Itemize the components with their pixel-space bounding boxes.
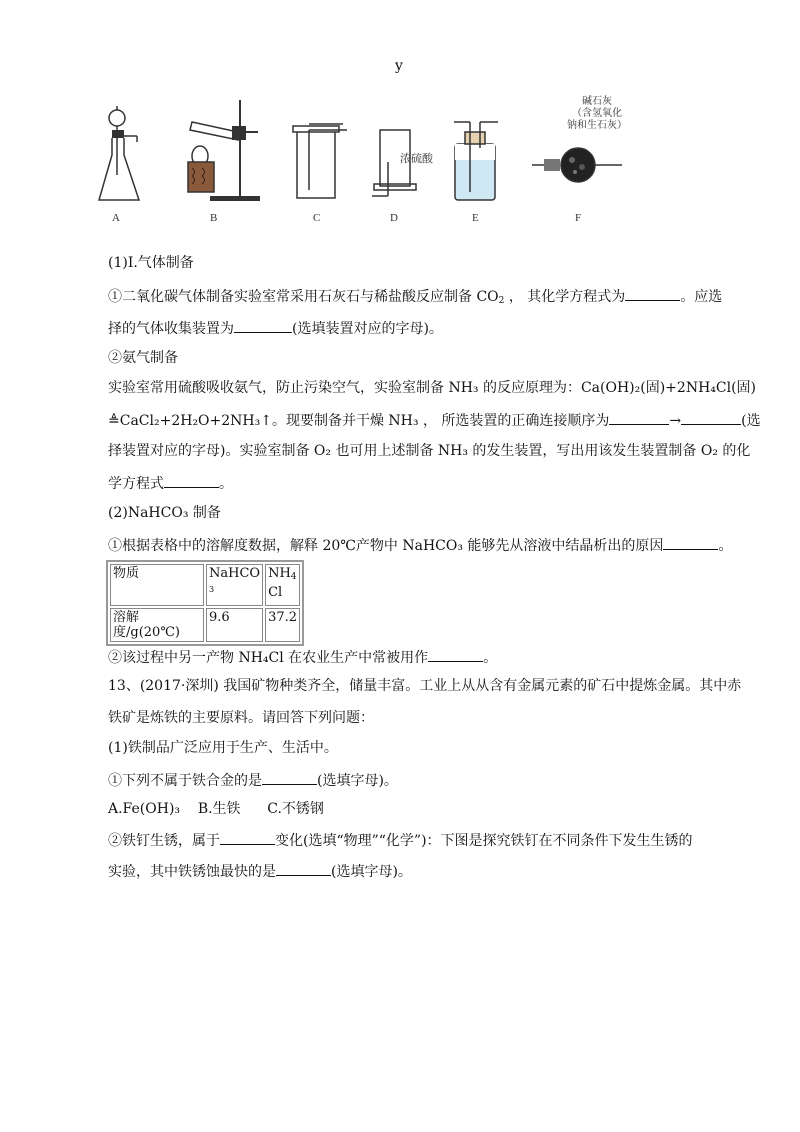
part1-q2-line2: ≜CaCl₂+2H₂O+2NH₃↑。现要制备并干燥 NH₃ ， 所选装置的正确连接顺序为 → (选	[108, 410, 761, 430]
table-cell: $NH_4$ Cl	[265, 564, 300, 606]
apparatus-f-drying-tube	[530, 145, 625, 185]
part1-q2-line1: 实验室常用硫酸吸收氨气，防止污染空气，实验室制备 NH₃ 的反应原理为：Ca(OH)₂(固)+2NH₄Cl(固)	[108, 380, 756, 396]
part2-q1: ①根据表格中的溶解度数据，解释 20℃产物中 NaHCO₃ 能够先从溶液中结晶析出的原因 。	[108, 535, 732, 555]
apparatus-b-heating-stand	[180, 96, 265, 206]
label-e: E	[472, 212, 479, 224]
part1-q2-line3: 择装置对应的字母)。实验室制备 O₂ 也可用上述制备 NH₃ 的发生装置，写出用该发生装置制备 O₂ 的化	[108, 443, 751, 459]
part1-q1-line2: 择的气体收集装置为 (选填装置对应的字母)。	[108, 318, 443, 338]
label-d: D	[390, 212, 398, 224]
apparatus-a-conical-flask	[95, 100, 145, 210]
page-header-mark: y	[395, 58, 403, 74]
table-cell: 37.2	[265, 608, 300, 642]
solubility-table	[106, 560, 304, 646]
answer-blank[interactable]	[681, 410, 741, 425]
answer-blank[interactable]	[220, 830, 275, 845]
table-cell: 物质	[110, 564, 204, 606]
answer-blank[interactable]	[625, 286, 680, 301]
answer-blank[interactable]	[428, 647, 483, 662]
table-cell: 9.6	[206, 608, 263, 642]
answer-blank[interactable]	[276, 861, 331, 876]
part1-q2-title: ②氨气制备	[108, 350, 178, 366]
part2-title: (2)NaHCO₃ 制备	[108, 505, 221, 521]
table-cell: 溶解度/g(20℃)	[110, 608, 204, 642]
table-row	[110, 608, 300, 642]
q13-sub1: (1)铁制品广泛应用于生产、生活中。	[108, 740, 338, 756]
part1-q1-line1: ①二氧化碳气体制备实验室常采用石灰石与稀盐酸反应制备 $CO_2$ ， 其化学方程式为 。应选	[108, 286, 722, 310]
table-row	[110, 564, 300, 606]
q13-q1: ①下列不属于铁合金的是 (选填字母)。	[108, 770, 398, 790]
table-cell: NaHCO 3	[206, 564, 263, 606]
q13-line1: 13、(2017·深圳) 我国矿物种类齐全，储量丰富。工业上从从含有金属元素的矿石中提炼金属。其中赤	[108, 678, 742, 694]
label-a: A	[112, 212, 120, 224]
apparatus-e-reagent-label: 浓硫酸	[400, 152, 433, 165]
q13-line2: 铁矿是炼铁的主要原料。请回答下列问题：	[108, 710, 374, 726]
answer-blank[interactable]	[262, 770, 317, 785]
answer-blank[interactable]	[164, 473, 219, 488]
q13-q2: ②铁钉生锈，属于 变化(选填“物理”“化学”)：下图是探究铁钉在不同条件下发生生锈的	[108, 830, 693, 850]
answer-blank[interactable]	[609, 410, 669, 425]
answer-blank[interactable]	[234, 318, 292, 333]
apparatus-c-gas-jar	[285, 120, 350, 205]
part2-q2: ②该过程中另一产物 NH₄Cl 在农业生产中常被用作 。	[108, 647, 497, 667]
part1-q2-line4: 学方程式 。	[108, 473, 233, 493]
label-c: C	[313, 212, 321, 224]
label-f: F	[575, 212, 582, 224]
q13-q3: 实验，其中铁锈蚀最快的是 (选填字母)。	[108, 861, 412, 881]
apparatus-e-wash-bottle	[440, 118, 510, 208]
label-b: B	[210, 212, 218, 224]
apparatus-f-reagent-label: 碱石灰 （含氢氧化 钠和生石灰）	[567, 96, 627, 131]
answer-blank[interactable]	[663, 535, 718, 550]
part1-title: (1)I.气体制备	[108, 255, 194, 271]
q13-options: A.Fe(OH)₃ B.生铁 C.不锈钢	[108, 801, 324, 817]
